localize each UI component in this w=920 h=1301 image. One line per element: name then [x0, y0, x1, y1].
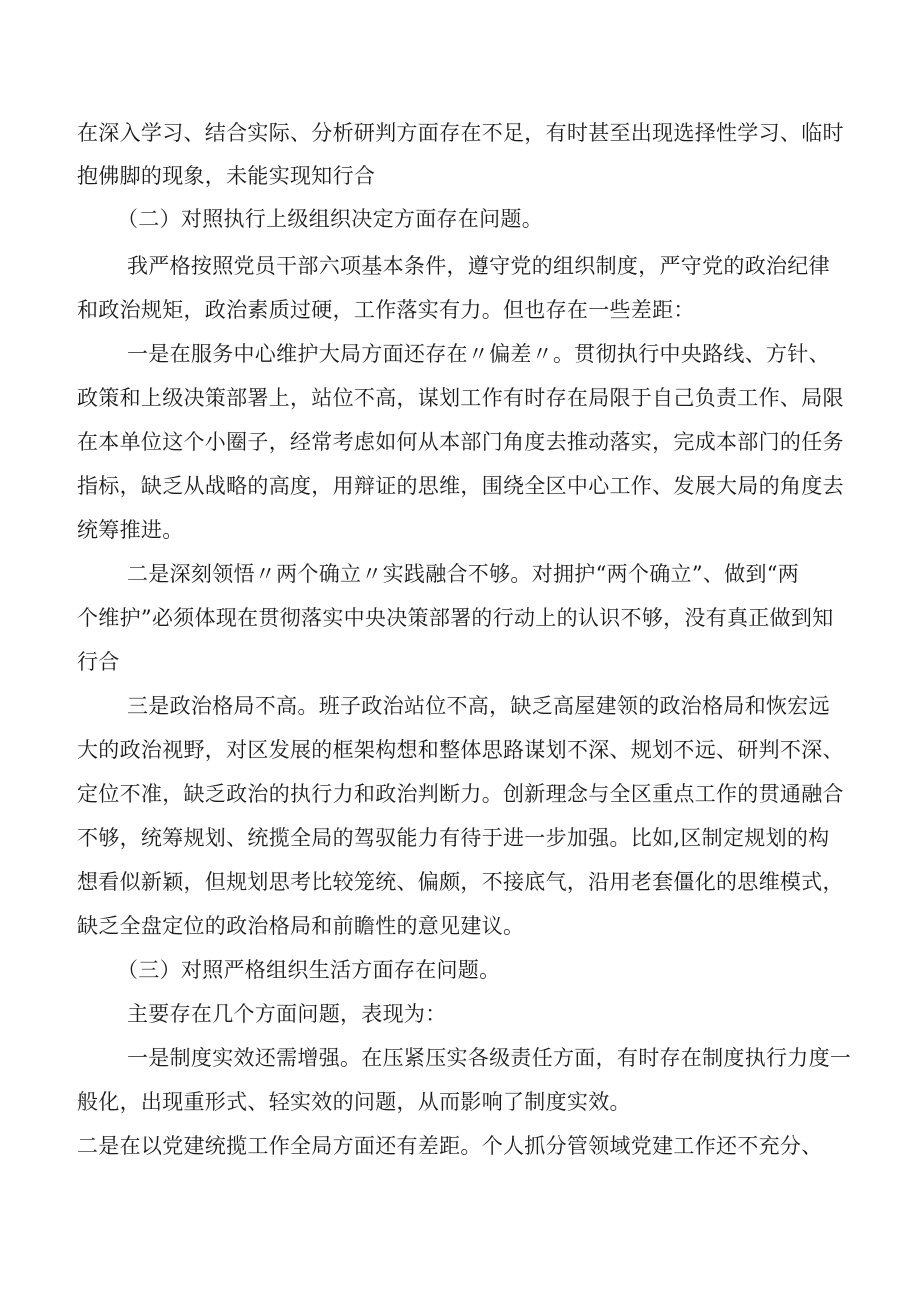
- text-line: 不够，统筹规划、统揽全局的驾驭能力有待于进一步加强。比如,区制定规划的构: [77, 826, 830, 850]
- text-line: 主要存在几个方面问题，表现为：: [127, 1002, 447, 1026]
- text-line: 在深入学习、结合实际、分析研判方面存在不足，有时甚至出现选择性学习、临时: [77, 121, 844, 145]
- section-heading: （二）对照执行上级组织决定方面存在问题。: [117, 207, 543, 231]
- text-line: 想看似新颖，但规划思考比较笼统、偏颇，不接底气，沿用老套僵化的思维模式，: [77, 870, 844, 894]
- text-line: 抱佛脚的现象，未能实现知行合: [77, 164, 376, 188]
- text-line: 一是制度实效还需增强。在压紧压实各级责任方面，有时存在制度执行力度一: [127, 1046, 852, 1070]
- text-line: 般化，出现重形式、轻实效的问题，从而影响了制度实效。: [77, 1090, 631, 1114]
- text-line: 缺乏全盘定位的政治格局和前瞻性的意见建议。: [77, 914, 525, 938]
- text-line: 二是在以党建统揽工作全局方面还有差距。个人抓分管领域党建工作还不充分、: [77, 1134, 823, 1158]
- text-line: 一是在服务中心维护大局方面还存在〃偏差〃。贯彻执行中央路线、方针、: [127, 342, 830, 366]
- text-line: 二是深刻领悟〃两个确立〃实践融合不够。对拥护“两个确立”、做到“两: [127, 562, 800, 586]
- text-line: 统筹推进。: [77, 518, 184, 542]
- section-heading: （三）对照严格组织生活方面存在问题。: [117, 958, 501, 982]
- text-line: 指标，缺乏从战略的高度，用辩证的思维，围绕全区中心工作、发展大局的角度去: [77, 474, 844, 498]
- text-line: 和政治规矩，政治素质过硬，工作落实有力。但也存在一些差距：: [77, 298, 695, 322]
- text-line: 大的政治视野，对区发展的框架构想和整体思路谋划不深、规划不远、研判不深、: [77, 738, 844, 762]
- text-line: 三是政治格局不高。班子政治站位不高，缺乏高屋建领的政治格局和恢宏远: [127, 694, 830, 718]
- text-line: 个维护”必须体现在贯彻落实中央决策部署的行动上的认识不够，没有真正做到知: [77, 606, 834, 630]
- text-line: 政策和上级决策部署上，站位不高，谋划工作有时存在局限于自己负责工作、局限: [77, 386, 844, 410]
- text-line: 定位不准，缺乏政治的执行力和政治判断力。创新理念与全区重点工作的贯通融合: [77, 782, 844, 806]
- text-line: 在本单位这个小圈子，经常考虑如何从本部门角度去推动落实，完成本部门的任务: [77, 430, 844, 454]
- text-line: 行合: [77, 650, 120, 674]
- text-line: 我严格按照党员干部六项基本条件，遵守党的组织制度，严守党的政治纪律: [127, 254, 830, 278]
